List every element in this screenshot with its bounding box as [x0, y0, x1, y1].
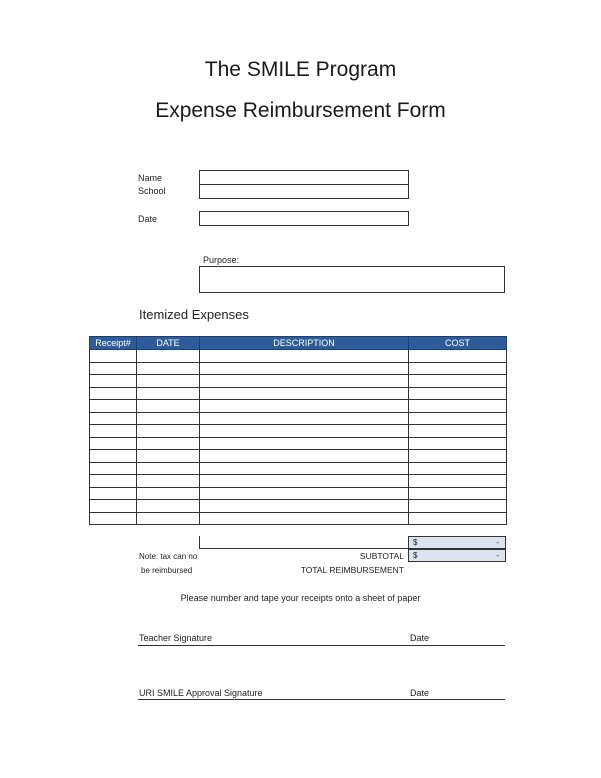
receipt-cell[interactable] [90, 400, 137, 413]
cost-cell[interactable] [409, 512, 507, 525]
date-cell[interactable] [137, 462, 200, 475]
description-cell[interactable] [200, 400, 409, 413]
receipt-cell[interactable] [90, 487, 137, 500]
tax-note-line2: be reimbursed [141, 566, 193, 575]
school-label: School [138, 186, 166, 196]
purpose-label: Purpose: [203, 255, 240, 265]
receipt-cell[interactable] [90, 475, 137, 488]
school-field[interactable] [199, 184, 409, 199]
subtotal-currency: $ [413, 551, 418, 560]
name-field[interactable] [199, 170, 409, 185]
cost-cell[interactable] [409, 425, 507, 438]
date-cell[interactable] [137, 475, 200, 488]
table-row [90, 450, 507, 463]
table-row [90, 500, 507, 513]
table-row [90, 375, 507, 388]
approval-signature-line[interactable] [138, 699, 505, 700]
date-cell[interactable] [137, 437, 200, 450]
receipt-cell[interactable] [90, 412, 137, 425]
teacher-date-label: Date [410, 633, 430, 643]
cost-cell[interactable] [409, 362, 507, 375]
date-cell[interactable] [137, 450, 200, 463]
date-cell[interactable] [137, 500, 200, 513]
cost-cell[interactable] [409, 475, 507, 488]
receipt-cell[interactable] [90, 437, 137, 450]
cost-cell[interactable] [409, 375, 507, 388]
receipt-instructions: Please number and tape your receipts onto a sheet of paper [180, 593, 421, 603]
page-title: The SMILE Program [204, 58, 397, 81]
table-row [90, 350, 507, 363]
description-cell[interactable] [200, 512, 409, 525]
description-footer-cell [199, 536, 409, 549]
receipt-cell[interactable] [90, 462, 137, 475]
column-header-date: DATE [137, 337, 200, 350]
cost-total-value: - [496, 538, 499, 547]
teacher-signature-label: Teacher Signature [139, 633, 213, 643]
table-row [90, 412, 507, 425]
receipt-cell[interactable] [90, 512, 137, 525]
description-cell[interactable] [200, 462, 409, 475]
receipt-cell[interactable] [90, 500, 137, 513]
approval-signature-label: URI SMILE Approval Signature [139, 688, 263, 698]
section-title: Itemized Expenses [139, 307, 249, 322]
form-subtitle: Expense Reimbursement Form [155, 99, 446, 122]
date-cell[interactable] [137, 400, 200, 413]
table-row [90, 362, 507, 375]
currency-symbol: $ [413, 538, 418, 547]
description-cell[interactable] [200, 350, 409, 363]
receipt-cell[interactable] [90, 450, 137, 463]
date-field[interactable] [199, 211, 409, 226]
table-row [90, 487, 507, 500]
cost-cell[interactable] [409, 500, 507, 513]
date-cell[interactable] [137, 425, 200, 438]
receipt-cell[interactable] [90, 387, 137, 400]
table-row [90, 475, 507, 488]
receipt-cell[interactable] [90, 375, 137, 388]
cost-cell[interactable] [409, 387, 507, 400]
table-row [90, 512, 507, 525]
description-cell[interactable] [200, 450, 409, 463]
table-row [90, 425, 507, 438]
date-cell[interactable] [137, 375, 200, 388]
cost-cell[interactable] [409, 450, 507, 463]
name-label: Name [138, 173, 163, 183]
subtotal-cell [408, 549, 506, 562]
date-cell[interactable] [137, 512, 200, 525]
description-cell[interactable] [200, 487, 409, 500]
table-header-row [90, 337, 507, 350]
subtotal-label: SUBTOTAL [359, 551, 404, 561]
table-row [90, 400, 507, 413]
cost-cell[interactable] [409, 437, 507, 450]
date-cell[interactable] [137, 387, 200, 400]
date-cell[interactable] [137, 487, 200, 500]
total-reimbursement-label: TOTAL REIMBURSEMENT [300, 565, 404, 575]
itemized-expenses-table [89, 336, 507, 525]
description-cell[interactable] [200, 362, 409, 375]
purpose-field[interactable] [199, 266, 505, 293]
column-header-description: DESCRIPTION [200, 337, 409, 350]
description-cell[interactable] [200, 500, 409, 513]
teacher-signature-line[interactable] [138, 645, 505, 646]
approval-date-label: Date [410, 688, 430, 698]
description-cell[interactable] [200, 412, 409, 425]
date-cell[interactable] [137, 412, 200, 425]
description-cell[interactable] [200, 387, 409, 400]
table-row [90, 462, 507, 475]
receipt-cell[interactable] [90, 425, 137, 438]
cost-cell[interactable] [409, 462, 507, 475]
description-cell[interactable] [200, 375, 409, 388]
column-header-cost: COST [409, 337, 507, 350]
table-row [90, 437, 507, 450]
date-cell[interactable] [137, 362, 200, 375]
description-cell[interactable] [200, 475, 409, 488]
table-row [90, 387, 507, 400]
subtotal-value: - [496, 551, 499, 560]
cost-cell[interactable] [409, 400, 507, 413]
description-cell[interactable] [200, 425, 409, 438]
cost-cell[interactable] [409, 412, 507, 425]
date-cell[interactable] [137, 350, 200, 363]
cost-total-cell [408, 536, 506, 549]
receipt-cell[interactable] [90, 362, 137, 375]
date-label: Date [138, 214, 158, 224]
receipt-cell[interactable] [90, 350, 137, 363]
tax-note-line1: Note: tax can no [139, 552, 198, 561]
column-header-receipt: Receipt# [90, 337, 137, 350]
description-cell[interactable] [200, 437, 409, 450]
cost-cell[interactable] [409, 487, 507, 500]
cost-cell[interactable] [409, 350, 507, 363]
